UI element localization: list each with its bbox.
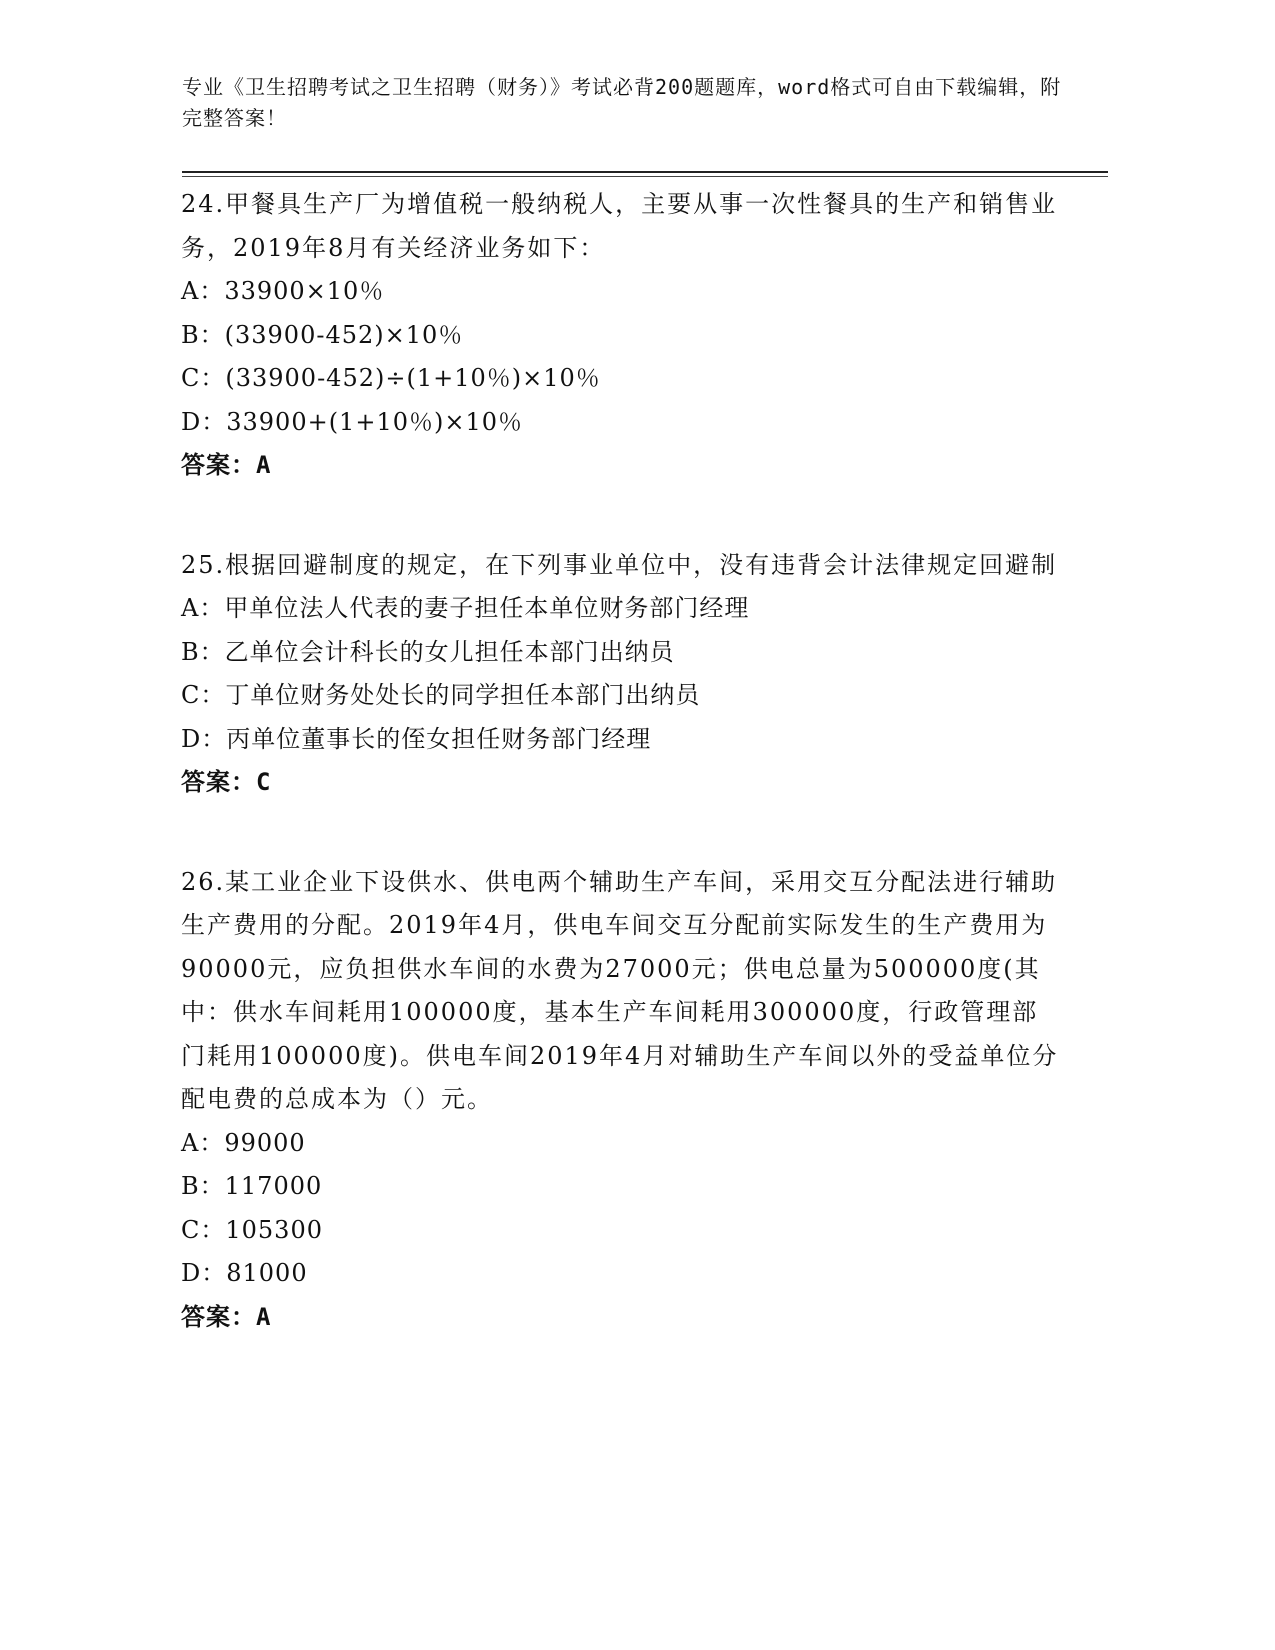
option-b: B：117000 <box>181 1172 323 1200</box>
question-stem: 24.甲餐具生产厂为增值税一般纳税人，主要从事一次性餐具的生产和销售业务，2019年8月有关经济业务如下： <box>181 190 1058 262</box>
option-a: A：99000 <box>181 1128 306 1157</box>
document-header-note: 专业《卫生招聘考试之卫生招聘（财务）》考试必背200题题库，word格式可自由下载编辑，附完整答案！ <box>182 75 1062 130</box>
answer-line: 答案：A <box>181 1302 272 1331</box>
option-c: C：(33900-452)÷(1+10％)×10％ <box>181 364 601 392</box>
option-d: D：33900+(1+10％)×10％ <box>181 407 523 436</box>
option-d: D：丙单位董事长的侄女担任财务部门经理 <box>181 724 652 753</box>
option-b: B：乙单位会计科长的女儿担任本部门出纳员 <box>181 637 675 666</box>
answer-line: 答案：C <box>181 768 272 796</box>
question-24 <box>181 183 1061 488</box>
answer-line: 答案：A <box>181 451 272 479</box>
option-a: A：33900×10％ <box>181 277 385 305</box>
question-stem: 26.某工业企业下设供水、供电两个辅助生产车间，采用交互分配法进行辅助生产费用的分配。2019年4月，供电车间交互分配前实际发生的生产费用为90000元，应负担供水车间的水费为27000元；供电总量为500000度(其中：供水车间耗用100000度，基本生产车间耗用300000度，行政管理部门耗用100000度)。供电车间2019年4月对辅助生产车间以外的受益单位分配电费的总成本为（）元。 <box>181 867 1059 1113</box>
header-divider-thin <box>182 176 1108 177</box>
question-26 <box>181 861 1061 1340</box>
question-list <box>181 183 1061 1395</box>
question-25 <box>181 544 1061 805</box>
option-c: C：105300 <box>181 1215 323 1244</box>
option-a: A：甲单位法人代表的妻子担任本单位财务部门经理 <box>181 594 750 622</box>
header-divider-thick <box>182 171 1108 173</box>
option-b: B：(33900-452)×10％ <box>181 320 464 349</box>
question-stem: 25.根据回避制度的规定，在下列事业单位中，没有违背会计法律规定回避制 <box>181 550 1058 579</box>
option-c: C：丁单位财务处处长的同学担任本部门出纳员 <box>181 681 701 709</box>
option-d: D：81000 <box>181 1259 308 1287</box>
